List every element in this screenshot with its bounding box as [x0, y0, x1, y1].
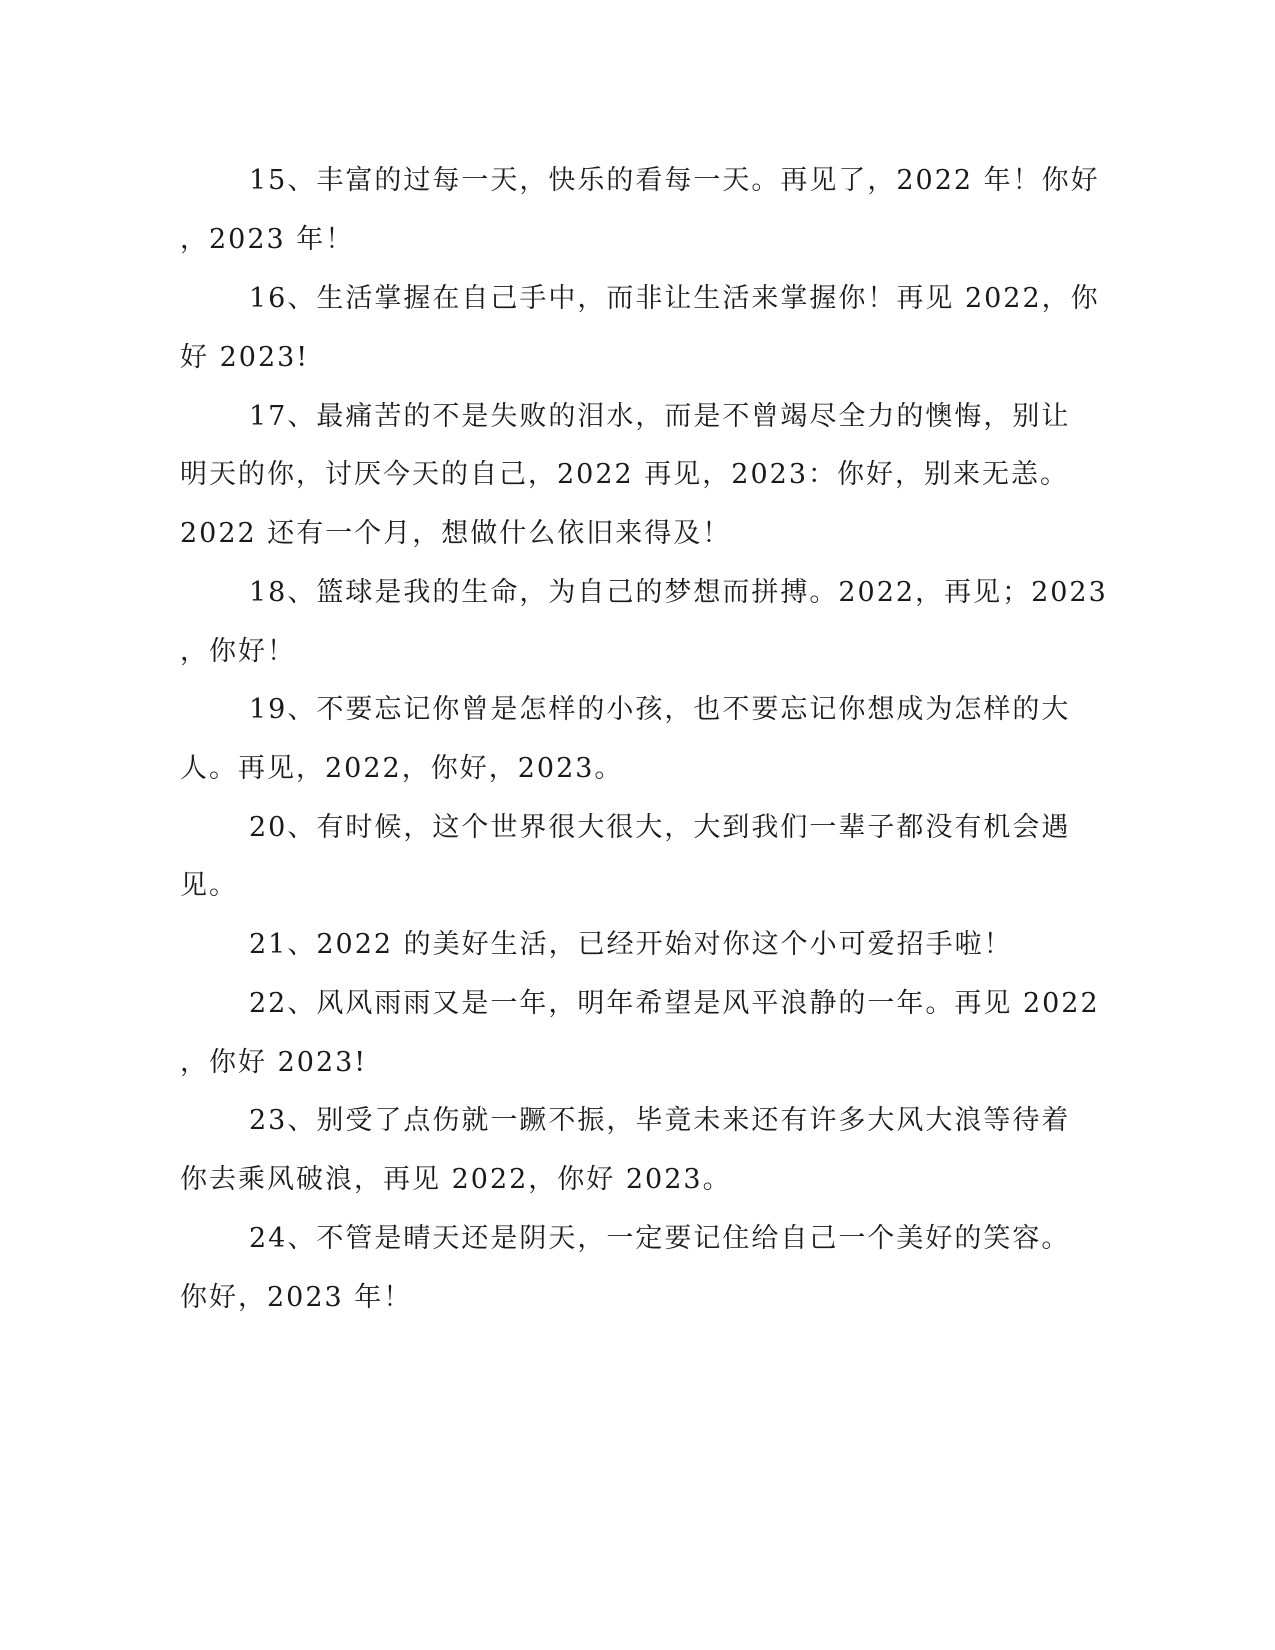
text-line: 好 2023! [180, 342, 310, 373]
text-line: 2022 还有一个月，想做什么依旧来得及！ [180, 518, 732, 549]
text-line: 明天的你，讨厌今天的自己，2022 再见，2023：你好，别来无恙。 [180, 459, 1070, 490]
text-line: 23、别受了点伤就一蹶不振，毕竟未来还有许多大风大浪等待着 [249, 1105, 1071, 1136]
text-line: ，2023 年！ [180, 224, 355, 255]
text-line: 人。再见，2022，你好，2023。 [180, 753, 624, 784]
text-line: ，你好！ [180, 636, 296, 667]
text-line: 17、最痛苦的不是失败的泪水，而是不曾竭尽全力的懊悔，别让 [249, 401, 1071, 432]
text-line: 16、生活掌握在自己手中，而非让生活来掌握你！再见 2022，你 [249, 283, 1100, 314]
text-line: 19、不要忘记你曾是怎样的小孩，也不要忘记你想成为怎样的大 [249, 694, 1071, 725]
text-line: 见。 [180, 870, 238, 901]
text-line: 22、风风雨雨又是一年，明年希望是风平浪静的一年。再见 2022 [249, 988, 1100, 1019]
text-line: ，你好 2023! [180, 1047, 368, 1078]
text-line: 20、有时候，这个世界很大很大，大到我们一辈子都没有机会遇 [249, 812, 1071, 843]
text-line: 21、2022 的美好生活，已经开始对你这个小可爱招手啦！ [249, 929, 1013, 960]
text-line: 24、不管是晴天还是阴天，一定要记住给自己一个美好的笑容。 [249, 1223, 1071, 1254]
text-line: 15、丰富的过每一天，快乐的看每一天。再见了，2022 年！你好 [249, 165, 1100, 196]
text-line: 你好，2023 年！ [180, 1282, 413, 1313]
text-line: 你去乘风破浪，再见 2022，你好 2023。 [180, 1164, 732, 1195]
text-line: 18、篮球是我的生命，为自己的梦想而拼搏。2022，再见；2023 [249, 577, 1108, 608]
